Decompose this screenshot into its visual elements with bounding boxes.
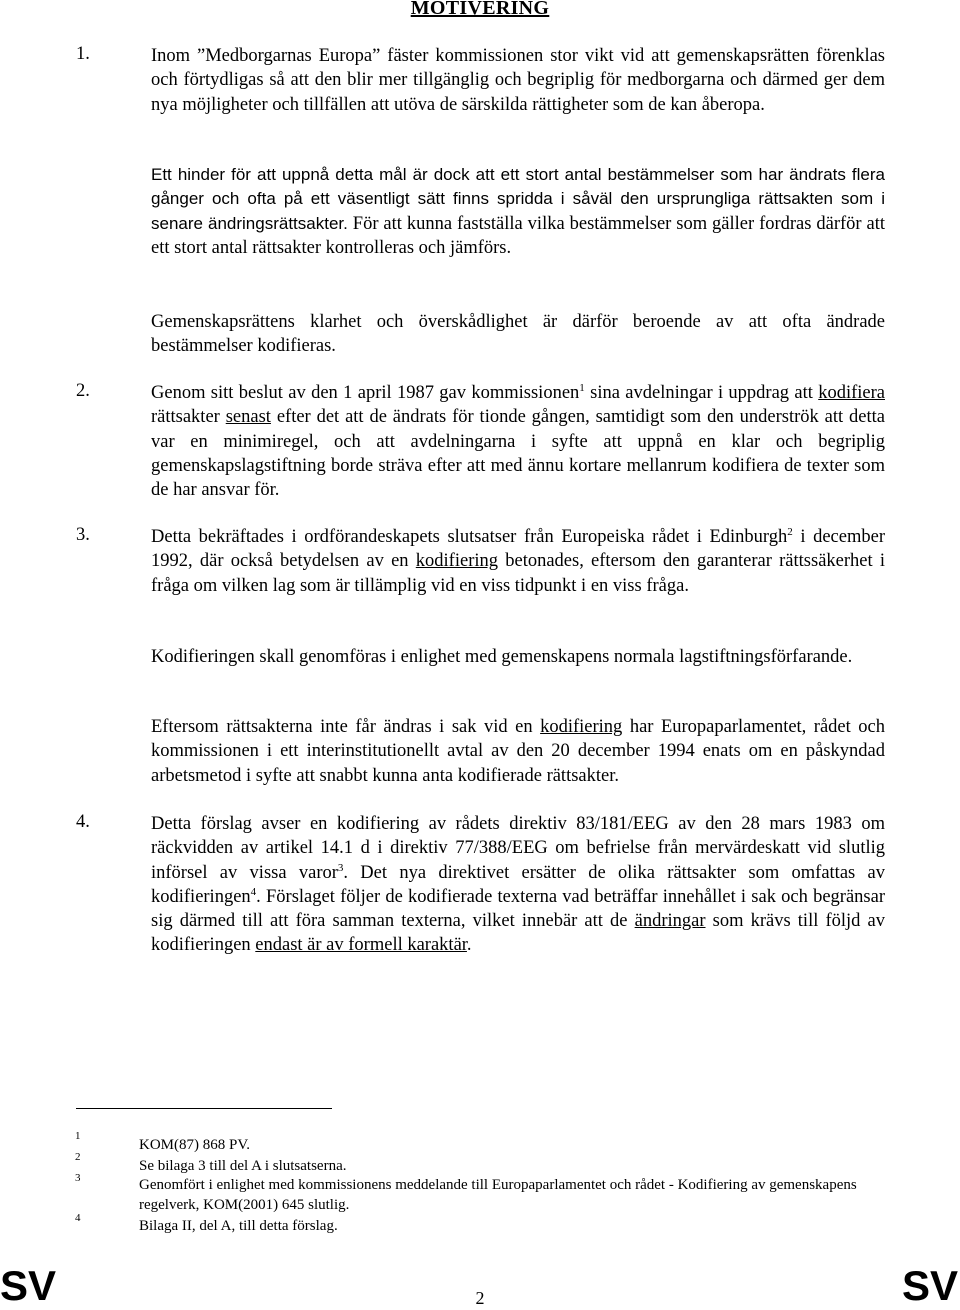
footer-language-right: SV [901, 1262, 958, 1309]
underlined-term: kodifiering [415, 551, 498, 572]
footnote-text: Bilaga II, del A, till detta förslag. [139, 1218, 338, 1234]
text: . Det nya direktivet ersätter de olika rättsakter som omfattas av kodifieringen [151, 862, 885, 907]
section-number-1: 1. [76, 44, 90, 64]
section-number-4: 4. [76, 812, 90, 832]
section-2-paragraph [151, 381, 885, 502]
underlined-term: kodifiera [818, 383, 885, 403]
footnote-number: 1 [75, 1130, 81, 1142]
page-title: MOTIVERING [410, 0, 550, 19]
section-number-3: 3. [76, 525, 90, 545]
section-1-paragraph-2 [151, 163, 885, 260]
section-1-paragraph-3: Gemenskapsrättens klarhet och överskådlighet är därför beroende av att ofta ändrade bestämmelser kodifieras. [151, 312, 885, 357]
footnote-separator [76, 1108, 332, 1109]
footnote-text: KOM(87) 868 PV. [139, 1137, 250, 1153]
page-number: 2 [475, 1288, 485, 1308]
section-1-paragraph-1: Inom ”Medborgarnas Europa” fäster kommissionen stor vikt vid att gemenskapsrätten förenklas och förtydligas så att den blir mer tillgänglig och begriplig för medborgarna och därmed ger dem nya möjligheter och tillfällen att utöva de särskilda rättigheter som de kan åberopa. [151, 46, 885, 115]
text: betonades, eftersom den garanterar rättssäkerhet i fråga om vilken lag som är tillämplig vid en viss tidpunkt i en viss fråga. [151, 551, 886, 596]
text: . [466, 935, 472, 956]
section-4-paragraph [151, 812, 885, 958]
text: Genom sitt beslut av den 1 april 1987 gav kommissionen [151, 383, 580, 403]
footnote-text: Genomfört i enlighet med kommissionens meddelande till Europaparlamentet och rådet - Kodifiering av gemenskapens regelverk, KOM(2001) 645 slutlig. [139, 1177, 857, 1213]
text: som krävs till följd av kodifieringen [151, 911, 885, 956]
text: . Förslaget följer de kodifierade texterna vad beträffar innehållet i sak och begränsar sig därmed till att föra samman texterna, vilket innebär att de [151, 886, 885, 932]
footnote-ref-2: 2 [787, 526, 793, 538]
section-1-paragraph-2-serif: För att kunna fastställa vilka bestämmelser som gäller fordras därför att ett stort antal rättsakter kontrolleras och jämförs. [151, 213, 886, 258]
text: har Europaparlamentet, rådet och kommissionen i ett interinstitutionellt avtal av den 20 december 1994 enats om en påskyndad arbetsmetod i syfte att snabbt kunna anta kodifierade rättsakter. [151, 717, 885, 786]
section-3-paragraph-1 [151, 525, 885, 598]
section-3-paragraph-3 [151, 715, 885, 788]
section-number-2: 2. [76, 381, 90, 401]
underlined-term: ändringar [634, 911, 706, 932]
footnote-ref-3: 3 [337, 861, 344, 874]
text: efter det att de ändrats för tionde gången, samtidigt som den underströk att detta var en minimiregel, och att avdelningarna i syfte att uppnå en klar och begriplig gemenskapslagstiftning borde sträva efter att med ännu kortare mellanrum kodifiera de texter som de har ansvar för. [151, 407, 885, 501]
text: i december 1992, där också betydelsen av en [151, 527, 885, 572]
underlined-term: endast är av formell karaktär [255, 935, 467, 956]
footnote-number: 4 [75, 1212, 81, 1224]
footnote-number: 2 [75, 1151, 81, 1163]
footer-language-left: SV [0, 1262, 57, 1309]
text: Eftersom rättsakterna inte får ändras i sak vid en [151, 717, 541, 737]
footnote-ref-4: 4 [250, 885, 257, 898]
footnote-ref-1: 1 [579, 382, 585, 394]
text: Detta förslag avser en kodifiering av rådets direktiv 83/181/EEG av den 28 mars 1983 om räckvidden av artikel 14.1 d i direktiv 77/388/EEG om befrielse från mervärdeskatt vid slutlig införsel av vissa varor [151, 814, 885, 883]
text: sina avdelningar i uppdrag att [584, 383, 819, 403]
section-1-paragraph-2-sans: Ett hinder för att uppnå detta mål är dock att ett stort antal bestämmelser som har ändrats flera gånger och ofta på ett väsentligt sätt finns spridda i såväl den ursprungliga rättsakten som i senare ändringsrättsakter. [151, 165, 885, 233]
section-3-paragraph-2: Kodifieringen skall genomföras i enlighet med gemenskapens normala lagstiftningsförfarande. [151, 647, 853, 667]
text: Detta bekräftades i ordförandeskapets slutsatser från Europeiska rådet i Edinburgh [151, 527, 788, 547]
footnote-number: 3 [75, 1172, 81, 1184]
underlined-term: senast [225, 407, 271, 428]
underlined-term: kodifiering [540, 717, 623, 737]
text: rättsakter [151, 407, 226, 428]
footnote-text: Se bilaga 3 till del A i slutsatserna. [139, 1158, 347, 1174]
